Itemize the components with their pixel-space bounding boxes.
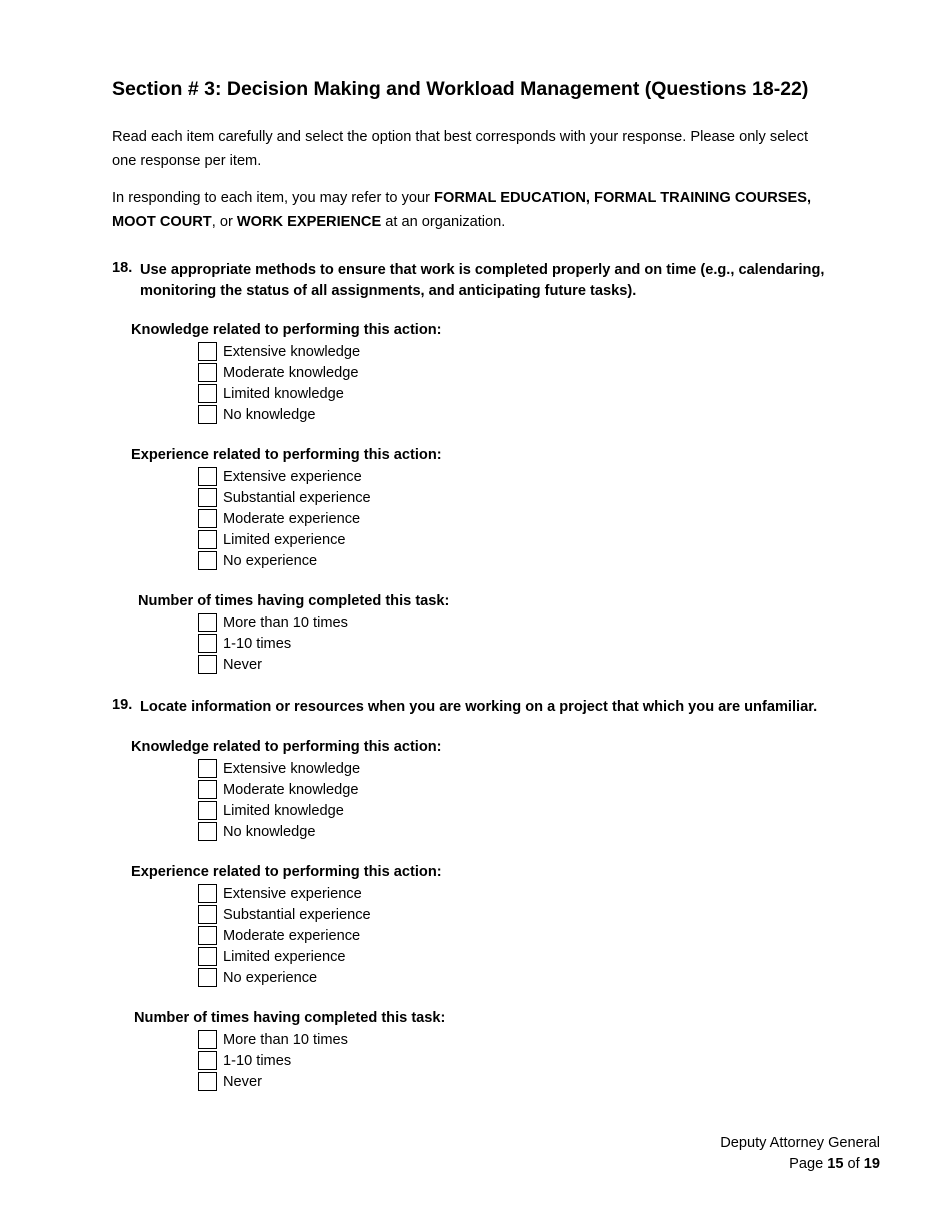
q18-knowledge-option[interactable]	[198, 404, 316, 425]
option-label: Extensive experience	[223, 468, 362, 485]
q18-knowledge-option[interactable]	[198, 362, 358, 383]
q19-experience-option[interactable]	[198, 904, 371, 925]
reference-emphasis: MOOT COURT	[112, 214, 212, 230]
q18-times-option[interactable]	[198, 654, 262, 675]
option-label: 1-10 times	[223, 1052, 292, 1069]
q18-knowledge-label: Knowledge related to performing this action:	[131, 322, 442, 338]
question-19-number: 19.	[112, 697, 133, 713]
checkbox[interactable]	[198, 384, 217, 403]
reference-emphasis: WORK EXPERIENCE	[236, 214, 382, 230]
q19-knowledge-option[interactable]	[198, 800, 344, 821]
q19-knowledge-option[interactable]	[198, 821, 316, 842]
option-label: Moderate knowledge	[223, 364, 359, 381]
option-label: Never	[223, 1073, 262, 1090]
option-label: Extensive knowledge	[223, 343, 361, 360]
reference-line-1	[112, 186, 811, 210]
option-label: Extensive experience	[223, 885, 362, 902]
question-text-line: monitoring the status of all assignments, and anticipating future tasks).	[140, 283, 637, 299]
checkbox[interactable]	[198, 780, 217, 799]
instructions-line-2: one response per item.	[112, 153, 262, 169]
q18-knowledge-option[interactable]	[198, 383, 344, 404]
q18-times-option[interactable]	[198, 612, 348, 633]
q19-experience-option[interactable]	[198, 883, 362, 904]
checkbox[interactable]	[198, 363, 217, 382]
checkbox[interactable]	[198, 405, 217, 424]
q18-knowledge-option[interactable]	[198, 341, 360, 362]
question-text-line: Locate information or resources when you are working on a project that which you are unfamiliar.	[140, 699, 818, 715]
option-label: Moderate experience	[223, 510, 361, 527]
page-of: of	[843, 1156, 864, 1172]
reference-paragraph	[112, 186, 811, 234]
option-label: No experience	[223, 969, 318, 986]
option-label: Never	[223, 656, 262, 673]
option-label: Extensive knowledge	[223, 760, 361, 777]
option-label: More than 10 times	[223, 1031, 348, 1048]
checkbox[interactable]	[198, 467, 217, 486]
option-label: Limited knowledge	[223, 385, 344, 402]
question-text-line: Use appropriate methods to ensure that work is completed properly and on time (e.g., calendaring,	[140, 262, 825, 278]
q19-times-option[interactable]	[198, 1071, 262, 1092]
option-label: Moderate knowledge	[223, 781, 359, 798]
q19-experience-label: Experience related to performing this action:	[131, 864, 442, 880]
page-current: 15	[827, 1156, 844, 1172]
reference-text: In responding to each item, you may refer to your	[112, 190, 435, 206]
checkbox[interactable]	[198, 509, 217, 528]
question-18-text	[140, 260, 824, 302]
checkbox[interactable]	[198, 822, 217, 841]
question-19-text	[140, 697, 817, 718]
checkbox[interactable]	[198, 801, 217, 820]
checkbox[interactable]	[198, 947, 217, 966]
checkbox[interactable]	[198, 634, 217, 653]
q19-times-option[interactable]	[198, 1050, 291, 1071]
q18-experience-option[interactable]	[198, 529, 346, 550]
instructions-paragraph	[112, 125, 808, 173]
checkbox[interactable]	[198, 884, 217, 903]
q19-experience-option[interactable]	[198, 925, 360, 946]
checkbox[interactable]	[198, 551, 217, 570]
option-label: No knowledge	[223, 406, 316, 423]
option-label: Substantial experience	[223, 489, 371, 506]
checkbox[interactable]	[198, 488, 217, 507]
page-prefix: Page	[789, 1156, 828, 1172]
reference-text: , or	[211, 214, 237, 230]
option-label: More than 10 times	[223, 614, 348, 631]
checkbox[interactable]	[198, 1030, 217, 1049]
q19-times-option[interactable]	[198, 1029, 348, 1050]
q18-experience-option[interactable]	[198, 508, 360, 529]
footer-page-number	[789, 1156, 880, 1172]
section-title: Section # 3: Decision Making and Workload Management (Questions 18-22)	[112, 78, 809, 100]
checkbox[interactable]	[198, 759, 217, 778]
q19-knowledge-option[interactable]	[198, 779, 358, 800]
q19-experience-option[interactable]	[198, 946, 346, 967]
checkbox[interactable]	[198, 1072, 217, 1091]
q18-times-label: Number of times having completed this task:	[138, 593, 450, 609]
q19-times-label: Number of times having completed this task:	[134, 1010, 446, 1026]
checkbox[interactable]	[198, 613, 217, 632]
question-18-number: 18.	[112, 260, 133, 276]
checkbox[interactable]	[198, 342, 217, 361]
footer-position-title: Deputy Attorney General	[720, 1135, 880, 1151]
q18-experience-option[interactable]	[198, 487, 371, 508]
option-label: Moderate experience	[223, 927, 361, 944]
option-label: Limited experience	[223, 948, 346, 965]
q19-experience-option[interactable]	[198, 967, 317, 988]
checkbox[interactable]	[198, 655, 217, 674]
q19-knowledge-label: Knowledge related to performing this action:	[131, 739, 442, 755]
q18-experience-label: Experience related to performing this action:	[131, 447, 442, 463]
checkbox[interactable]	[198, 530, 217, 549]
option-label: Limited knowledge	[223, 802, 344, 819]
page-total: 19	[863, 1156, 880, 1172]
q18-experience-option[interactable]	[198, 550, 317, 571]
option-label: Limited experience	[223, 531, 346, 548]
instructions-line-1: Read each item carefully and select the option that best corresponds with your response. Please only select	[112, 129, 809, 145]
checkbox[interactable]	[198, 968, 217, 987]
reference-emphasis: FORMAL EDUCATION, FORMAL TRAINING COURSES,	[434, 190, 812, 206]
option-label: No knowledge	[223, 823, 316, 840]
q18-experience-option[interactable]	[198, 466, 362, 487]
option-label: No experience	[223, 552, 318, 569]
option-label: 1-10 times	[223, 635, 292, 652]
reference-line-2	[112, 210, 811, 234]
checkbox[interactable]	[198, 926, 217, 945]
reference-text: at an organization.	[381, 214, 506, 230]
q19-knowledge-option[interactable]	[198, 758, 360, 779]
checkbox[interactable]	[198, 1051, 217, 1070]
q18-times-option[interactable]	[198, 633, 291, 654]
option-label: Substantial experience	[223, 906, 371, 923]
checkbox[interactable]	[198, 905, 217, 924]
